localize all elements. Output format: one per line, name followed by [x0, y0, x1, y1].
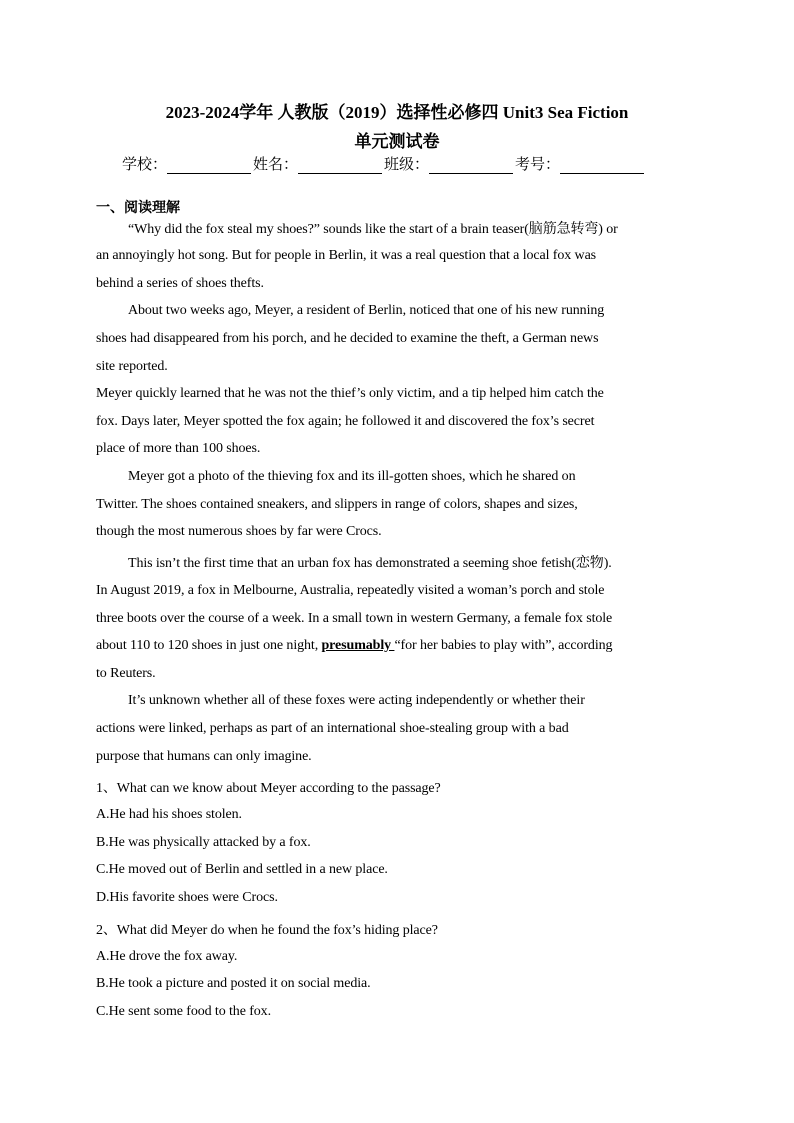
answer-option[interactable]: C.He sent some food to the fox. — [96, 1004, 271, 1019]
passage-line: to Reuters. — [96, 666, 156, 681]
passage-line: behind a series of shoes thefts. — [96, 276, 264, 291]
question-stem: 2、What did Meyer do when he found the fox’s hiding place? — [96, 923, 438, 938]
passage-line: fox. Days later, Meyer spotted the fox again; he followed it and discovered the fox’s secret — [96, 414, 595, 429]
answer-option[interactable]: B.He was physically attacked by a fox. — [96, 835, 311, 850]
class-blank[interactable] — [429, 157, 513, 174]
exam-number-label: 考号： — [515, 155, 561, 173]
answer-option[interactable]: A.He had his shoes stolen. — [96, 807, 242, 822]
section-heading: 一、阅读理解 — [96, 200, 180, 216]
name-label: 姓名： — [253, 155, 299, 173]
passage-line: Twitter. The shoes contained sneakers, and slippers in range of colors, shapes and sizes, — [96, 497, 578, 512]
passage-line: It’s unknown whether all of these foxes were acting independently or whether their — [128, 693, 585, 708]
passage-line: Meyer got a photo of the thieving fox and its ill-gotten shoes, which he shared on — [128, 469, 576, 484]
passage-text: “for her babies to play with”, according — [394, 638, 613, 653]
passage-line: shoes had disappeared from his porch, and he decided to examine the theft, a German news — [96, 331, 599, 346]
school-label: 学校： — [122, 155, 168, 173]
passage-line: actions were linked, perhaps as part of an international shoe-stealing group with a bad — [96, 721, 569, 736]
passage-line: “Why did the fox steal my shoes?” sounds like the start of a brain teaser(脑筋急转弯) or — [128, 222, 618, 237]
passage-line: three boots over the course of a week. In a small town in western Germany, a female fox stole — [96, 611, 613, 626]
passage-line: This isn’t the first time that an urban fox has demonstrated a seeming shoe fetish(恋物). — [128, 556, 612, 571]
passage-line: an annoyingly hot song. But for people in Berlin, it was a real question that a local fox was — [96, 248, 597, 263]
school-blank[interactable] — [167, 157, 251, 174]
answer-option[interactable]: D.His favorite shoes were Crocs. — [96, 890, 278, 905]
passage-line: site reported. — [96, 359, 168, 374]
passage-text: about 110 to 120 shoes in just one night, — [96, 638, 322, 653]
passage-line: In August 2019, a fox in Melbourne, Australia, repeatedly visited a woman’s porch and stole — [96, 583, 605, 598]
answer-option[interactable]: A.He drove the fox away. — [96, 949, 238, 964]
passage-line: About two weeks ago, Meyer, a resident of Berlin, noticed that one of his new running — [128, 303, 605, 318]
passage-line: purpose that humans can only imagine. — [96, 749, 312, 764]
class-label: 班级： — [384, 155, 430, 173]
name-blank[interactable] — [298, 157, 382, 174]
passage-line: place of more than 100 shoes. — [96, 441, 261, 456]
student-info-line — [122, 153, 646, 174]
exam-number-blank[interactable] — [560, 157, 644, 174]
answer-option[interactable]: B.He took a picture and posted it on social media. — [96, 976, 371, 991]
page-title: 2023-2024学年 人教版（2019）选择性必修四 Unit3 Sea Fiction — [165, 103, 629, 122]
answer-option[interactable]: C.He moved out of Berlin and settled in a new place. — [96, 862, 388, 877]
passage-line: though the most numerous shoes by far were Crocs. — [96, 524, 382, 539]
passage-line — [96, 638, 696, 654]
underlined-word: presumably — [321, 638, 395, 653]
question-stem: 1、What can we know about Meyer according to the passage? — [96, 781, 441, 796]
passage-line: Meyer quickly learned that he was not the thief’s only victim, and a tip helped him catch the — [96, 386, 604, 401]
page-subtitle: 单元测试卷 — [354, 132, 440, 151]
